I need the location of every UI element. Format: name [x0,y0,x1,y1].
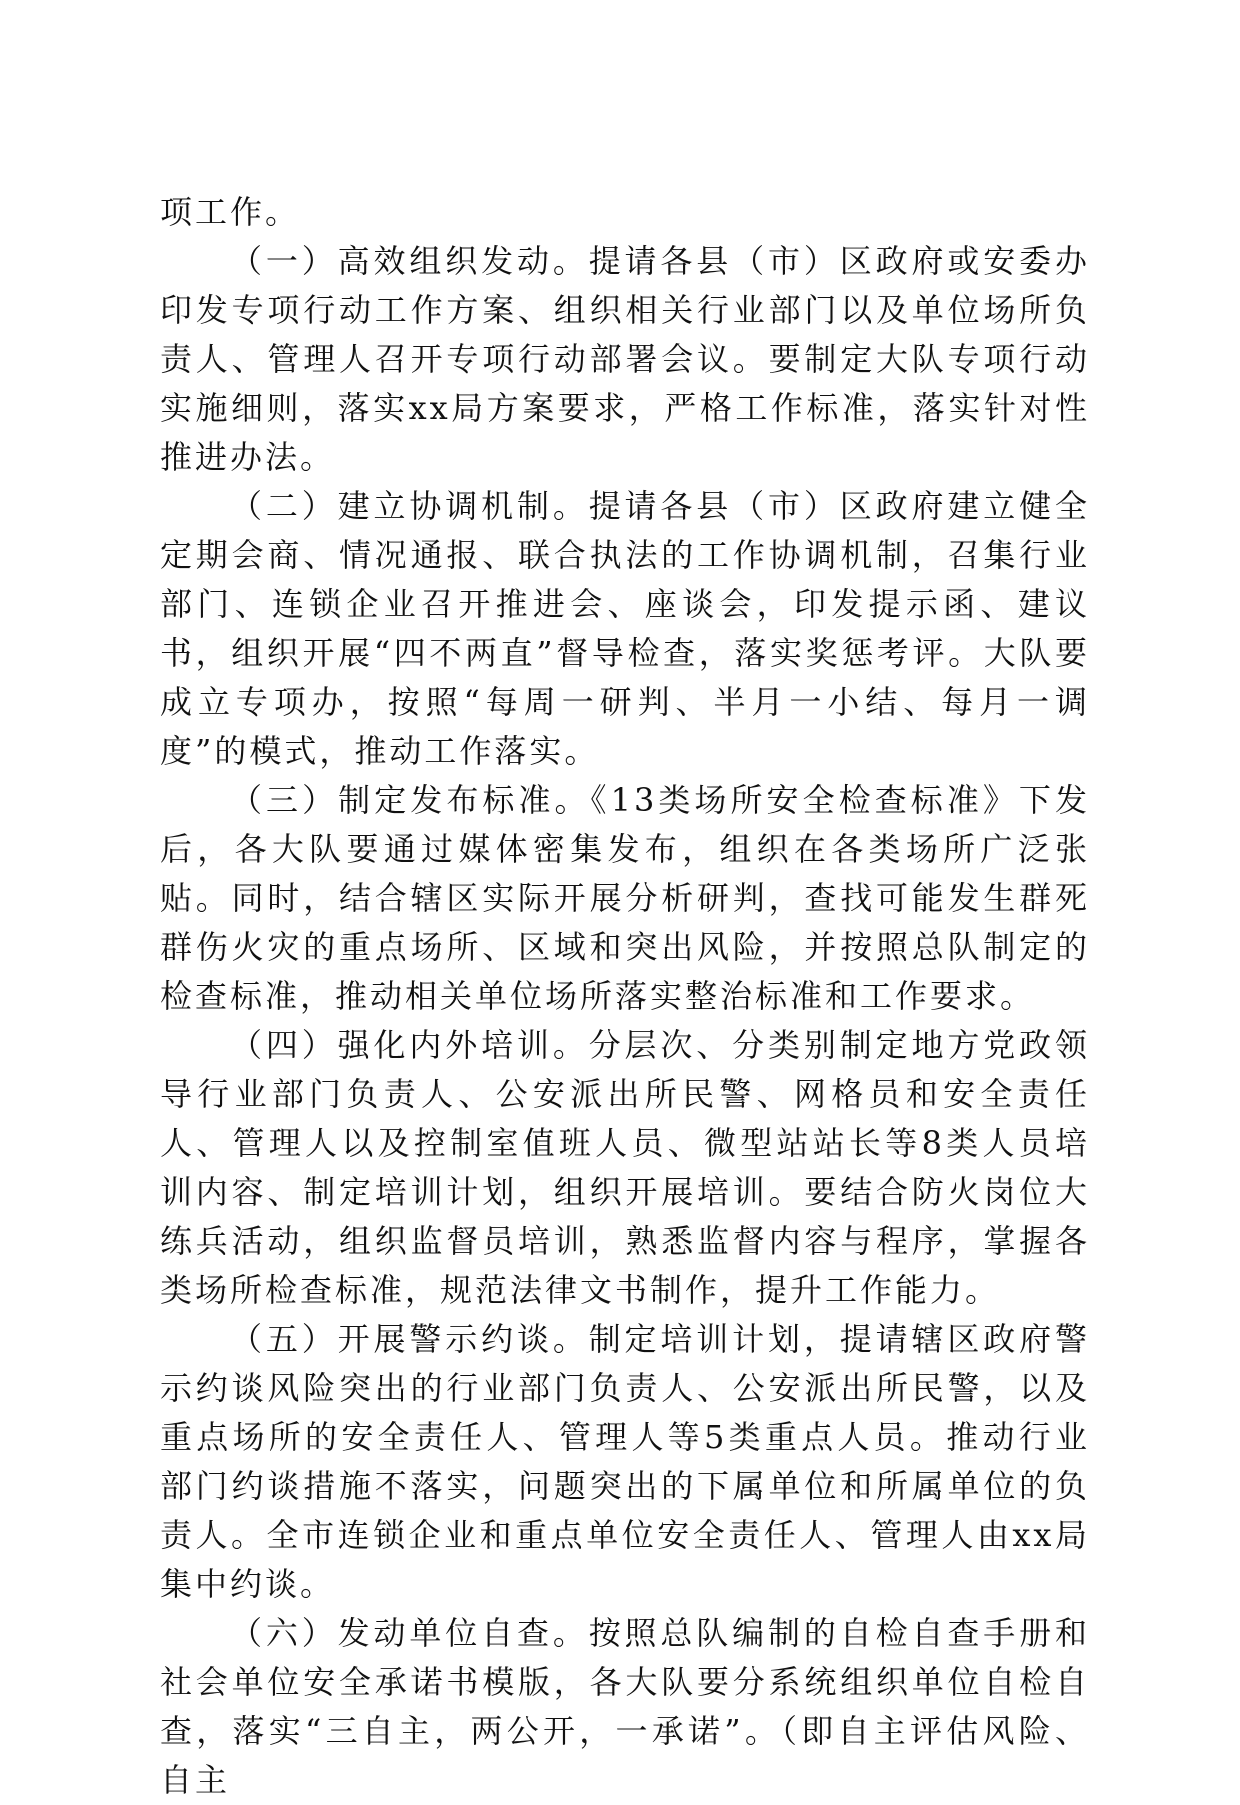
paragraph-section-3: （三）制定发布标准。《13类场所安全检查标准》下发后，各大队要通过媒体密集发布，组织在各类场所广泛张贴。同时，结合辖区实际开展分析研判，查找可能发生群死群伤火灾的重点场所、区域和突出风险，并按照总队制定的检查标准，推动相关单位场所落实整治标准和工作要求。 [160,781,1090,1015]
paragraph-section-4: （四）强化内外培训。分层次、分类别制定地方党政领导行业部门负责人、公安派出所民警、网格员和安全责任人、管理人以及控制室值班人员、微型站站长等8类人员培训内容、制定培训计划，组织开展培训。要结合防火岗位大练兵活动，组织监督员培训，熟悉监督内容与程序，掌握各类场所检查标准，规范法律文书制作，提升工作能力。 [160,1026,1090,1309]
paragraph-section-1: （一）高效组织发动。提请各县（市）区政府或安委办印发专项行动工作方案、组织相关行业部门以及单位场所负责人、管理人召开专项行动部署会议。要制定大队专项行动实施细则，落实xx局方案要求，严格工作标准，落实针对性推进办法。 [160,242,1090,476]
paragraph-section-6: （六）发动单位自查。按照总队编制的自检自查手册和社会单位安全承诺书模版，各大队要分系统组织单位自检自查，落实“三自主，两公开，一承诺”。（即自主评估风险、自主 [160,1614,1090,1799]
paragraph-section-2: （二）建立协调机制。提请各县（市）区政府建立健全定期会商、情况通报、联合执法的工作协调机制，召集行业部门、连锁企业召开推进会、座谈会，印发提示函、建议书，组织开展“四不两直”督导检查，落实奖惩考评。大队要成立专项办，按照“每周一研判、半月一小结、每月一调度”的模式，推动工作落实。 [160,487,1090,770]
paragraph-section-5: （五）开展警示约谈。制定培训计划，提请辖区政府警示约谈风险突出的行业部门负责人、公安派出所民警，以及重点场所的安全责任人、管理人等5类重点人员。推动行业部门约谈措施不落实，问题突出的下属单位和所属单位的负责人。全市连锁企业和重点单位安全责任人、管理人由xx局集中约谈。 [160,1320,1090,1603]
document-page [160,188,1090,1805]
paragraph-continuation: 项工作。 [160,193,301,231]
